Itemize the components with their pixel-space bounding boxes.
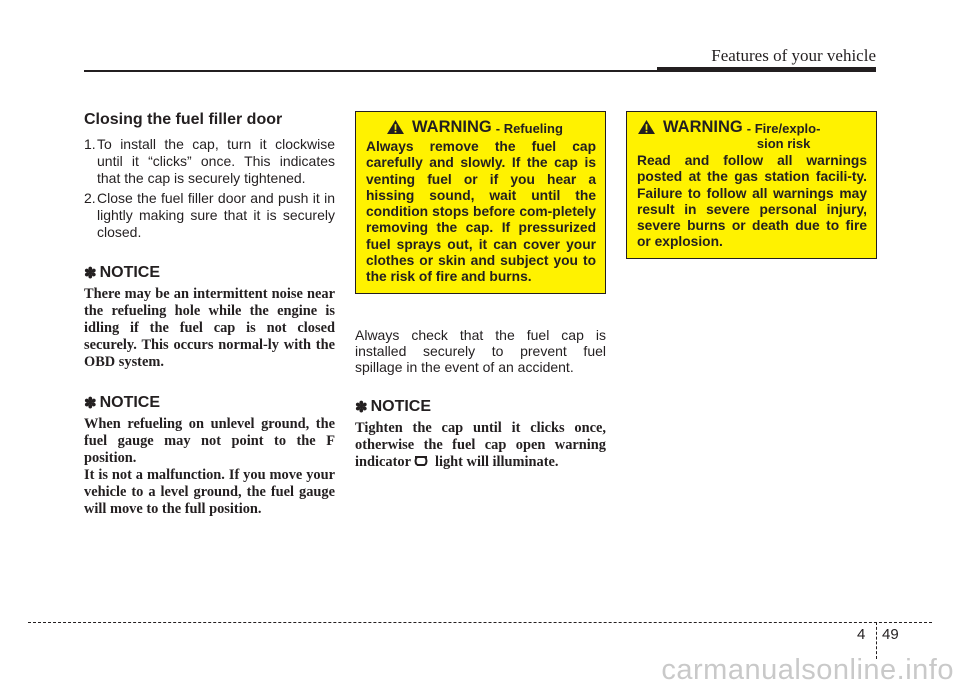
column-right [626, 111, 877, 259]
warning-text: Always remove the fuel cap carefully and slowly. If the cap is venting fuel or if you hear a hissing sound, wait until the condition stops before com-pletely removing the cap. If pressurized fuel sprays out, it can cover your clothes or skin and subject you to the risk of fire and burns. [366, 139, 596, 285]
header-rule [84, 70, 657, 72]
running-header-title: Features of your vehicle [711, 46, 876, 65]
notice-text-2b: It is not a malfunction. If you move your vehicle to a level ground, the fuel gauge will move to the full position. [84, 467, 335, 517]
notice-star-icon: ✽ [84, 395, 97, 412]
warning-box-refueling [355, 111, 606, 294]
notice-text-1: There may be an intermittent noise near the refueling hole while the engine is idling if the fuel cap is not closed securely. This occurs normal-ly with the OBD system. [84, 286, 335, 370]
warning-text: Read and follow all warnings posted at the gas station facili-ty. Failure to follow all warnings may result in severe personal injury, severe burns or death due to fire or explosion. [637, 153, 867, 250]
warning-triangle-icon [637, 119, 656, 135]
footer-rule [28, 622, 932, 623]
page-number: 49 [882, 626, 899, 643]
section-heading: Closing the fuel filler door [84, 111, 283, 128]
notice-heading-2: ✽ NOTICE [84, 394, 161, 412]
notice-heading-3: ✽ NOTICE [355, 397, 432, 416]
warning-triangle-icon [386, 119, 405, 135]
notice-star-icon: ✽ [84, 265, 97, 282]
warning-title: WARNING - Fire/explo- sion risk [637, 118, 867, 151]
watermark: carmanualsonline.info [661, 654, 954, 686]
step-2: 2.Close the fuel filler door and push it in lightly making sure that it is securely closed. [84, 190, 335, 240]
notice-star-icon: ✽ [355, 398, 368, 416]
notice-text-3: Tighten the cap until it clicks once, otherwise the fuel cap open warning indicator light will illuminate. [355, 419, 606, 470]
fuel-cap-indicator-icon [413, 454, 429, 468]
header-rule-accent [657, 67, 876, 72]
notice-text-2a: When refueling on unlevel ground, the fuel gauge may not point to the F position. [84, 416, 335, 466]
notice-heading-1: ✽ NOTICE [84, 264, 161, 282]
warning-title: WARNING - Refueling [366, 118, 596, 137]
column-left [84, 111, 335, 518]
step-1: 1.To install the cap, turn it clockwise until it “clicks” once. This indicates that the cap is securely tightened. [84, 136, 335, 186]
warning-box-fire [626, 111, 877, 259]
body-paragraph: Always check that the fuel cap is installed securely to prevent fuel spillage in the event of an accident. [355, 326, 606, 375]
chapter-number: 4 [857, 626, 866, 643]
column-middle [355, 111, 606, 471]
